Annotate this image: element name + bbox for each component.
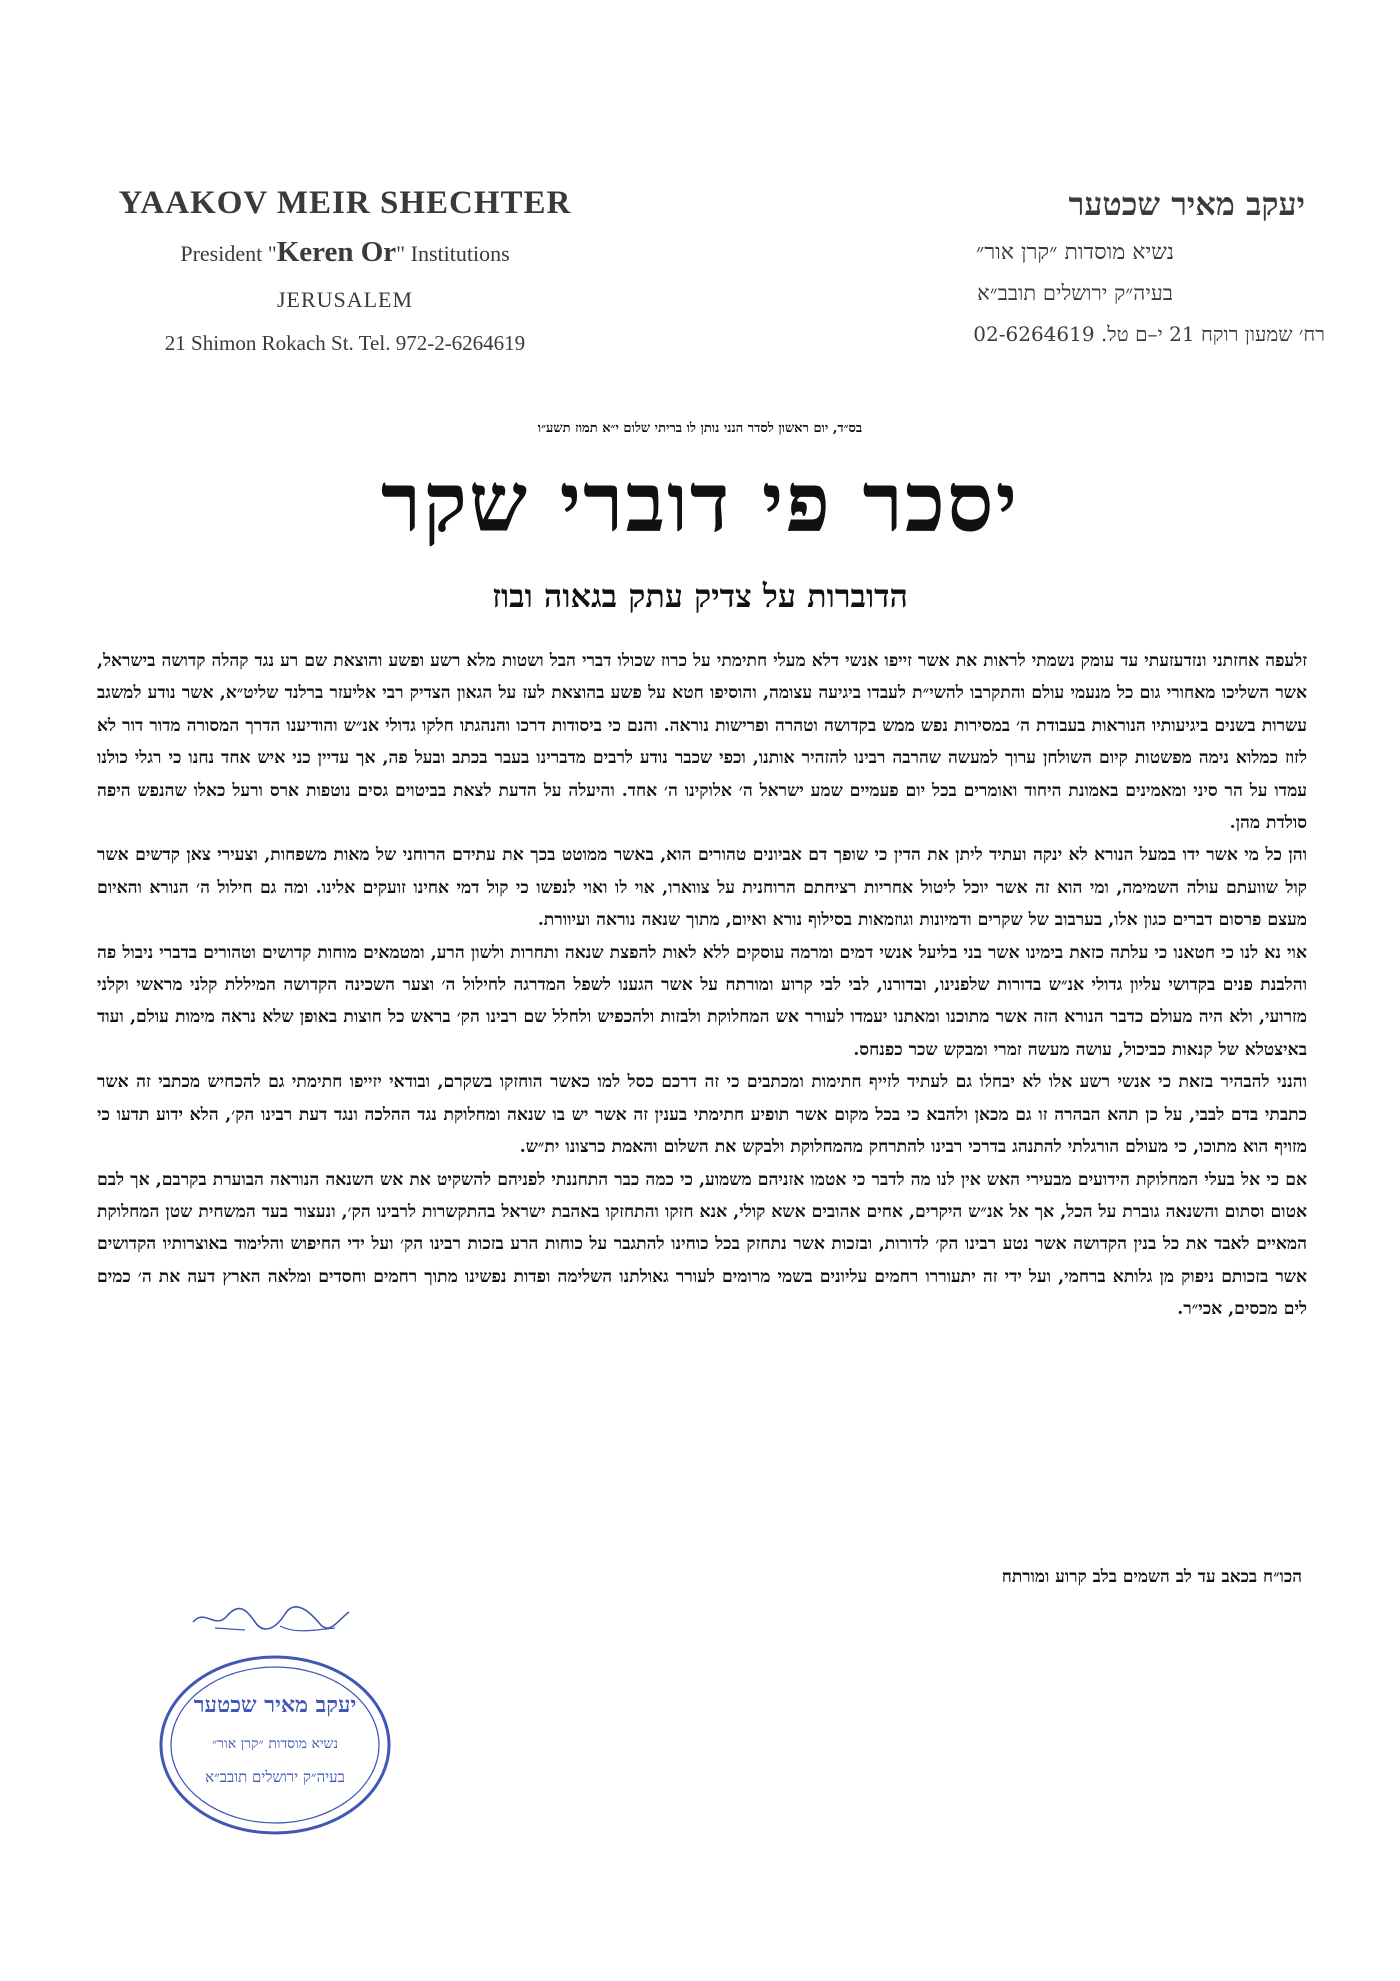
sender-address-english: 21 Shimon Rokach St. Tel. 972-2-6264619 — [164, 331, 526, 355]
sender-address-hebrew: רח׳ שמעון רוקח 21 י–ם טל. 02-6264619 — [973, 322, 1325, 346]
sender-city-english: JERUSALEM — [276, 287, 414, 312]
sender-city-hebrew: בעיה״ק ירושלים תובב״א — [977, 281, 1173, 305]
sender-name-english: YAAKOV MEIR SHECHTER — [118, 185, 572, 221]
date-line: בס״ד, יום ראשון לסדר הנני נותן לו בריתי שלום י״א תמוז תשע״ו — [537, 421, 863, 436]
svg-text:בעיה״ק ירושלים תובב״א: בעיה״ק ירושלים תובב״א — [205, 1768, 345, 1786]
svg-text:נשיא מוסדות ״קרן אור״: נשיא מוסדות ״קרן אור״ — [211, 1736, 339, 1752]
official-stamp — [155, 1650, 395, 1840]
letterhead — [0, 170, 1400, 370]
letter-body — [97, 645, 1307, 1326]
handwritten-signature — [185, 1600, 355, 1640]
body-paragraph: והן כל מי אשר ידו במעל הנורא לא ינקה ועתיד ליתן את הדין כי שופך דם אביונים טהורים הוא, באשר ממוטט בכך את עתידם הרוחני של מאות משפחות, וצעירי צאן קדשים אשר קול שוועתם עולה השמימה, ומי הוא זה אשר יוכל ליטול אחריות רציחתם הרוחנית על צווארו, אוי לו ואוי לנפשו כי קול דמי אחינו זועקים אלינו. ומה גם חילול ה׳ הנורא והאיום מעצם פרסום דברים כגון אלו, בערבוב של שקרים ודמיונות וגוזמאות בסילוף נורא ואיום, מתוך שנאה נוראה ועיוורת. — [97, 845, 1307, 931]
body-paragraph: אוי נא לנו כי חטאנו כי עלתה כזאת בימינו אשר בני בליעל אנשי דמים ומרמה עוסקים ללא לאות להפצת שנאה ותחרות ולשון הרע, ומטמאים מוחות קדושים וטהורים בדברי ניבול פה והלבנת פנים בקדושי עליון גדולי אנ״ש בדורות שלפנינו, ובדורנו, לבי לבי קרוע ומורתח על אשר הגענו לשפל המדרגה לחילול ה׳ וצער השכינה הקדושה המיללת קלני מראשי וקלני מזרועי, ולא היה מעולם כדבר הנורא הזה אשר מתוכנו ומאתנו יעמדו לעורר אש המחלוקת ולבזות ולהכפיש ולחלל שם רבינו הק׳ בראש כל חוצות באופן שלא נראה מימות עולם, ועוד באיצטלא של קנאות כביכול, עושה מעשה זמרי ומבקש שכר כפנחס. — [97, 942, 1307, 1060]
body-paragraph: זלעפה אחזתני ונזדעזעתי עד עומק נשמתי לראות את אשר זייפו אנשי דלא מעלי חתימתי על כרוז שכולו דברי הבל ושטות מלא רשע ופשע והוצאת שם רע נגד קהלה קדושה בישראל, אשר השליכו מאחורי גום כל מנעמי עולם והתקרבו להשי״ת לעבדו ביגיעה עצומה, והוסיפו חטא על פשע בהוצאת לעז על הגאון הצדיק רבי אליעזר ברלנד שליט״א, אשר נודע למשגב עשרות בשנים ביגיעותיו הנוראות בעבודת ה׳ במסירות נפש ממש בקדושה וטהרה ופרישות נוראה. והנם כי ביסודות דרכו והנהגתו חלקו גדולי אנ״ש והודיענו הדרך המסורה מדור דור לא לזוז כמלוא נימה מפשטות קיום השולחן ערוך למעשה שהרבה רבינו להזהיר אותנו, וכפי שכבר נודע לרבים מדברינו בעבר בכתב ובעל פה, אך עדיין כני איש אחד נחנו כי רגלי כולנו עמדו על הר סיני ומאמינים באמונת היחוד ואומרים בכל יום פעמיים שמע ישראל ה׳ אלוקינו ה׳ אחד. והיעלה על הדעת לצאת בביטוים גסים נוטפות ארס ורעל כאלו שהנפש היפה סולדת מהן. — [97, 651, 1307, 834]
svg-text:יעקב מאיר שכטער: יעקב מאיר שכטער — [193, 1692, 357, 1718]
letterhead-english — [105, 185, 585, 356]
page-subtitle: הדוברות על צדיק עתק בגאוה ובוז — [492, 577, 908, 615]
closing-line: הכו״ח בכאב עד לב השמים בלב קרוע ומורתח — [1001, 1567, 1302, 1587]
body-paragraph: אם כי אל בעלי המחלוקת הידועים מבעירי האש אין לנו מה לדבר כי אטמו אזניהם משמוע, כי כמה כבר התחננתי לפניהם להשקיט את אש השנאה הנוראה הבוערת בקרבם, אך לבם אטום וסתום והשנאה גוברת על הכל, אך אל אנ״ש היקרים, אחים אהובים אשא קולי, אנא חזקו והתחזקו באהבת ישראל בהתקשרות לרבינו הק׳, ונעצור בעד המשחית שטן המחלוקת המאיים לאבד את כל בנין הקדושה אשר נטע רבינו הק׳ לדורות, ובזכות אשר נתחזק בכל כוחינו להתגבר על כוחות הרע בזכות רבינו הק׳ ועל ידי החיפוש והלימוד באוצרותיו הקדושים אשר בזכותם ניפוק מן גלותא ברחמי, ועל ידי זה יתעוררו רחמים עליונים בשמי מרומים לעורר גאולתנו השלימה ופדות נפשינו מתוך רחמים וחסדים ומלאה הארץ דעה את ה׳ כמים לים מכסים, אכי״ר. — [97, 1169, 1307, 1320]
organization-name: Keren Or — [276, 236, 397, 268]
body-paragraph: והנני להבהיר בזאת כי אנשי רשע אלו לא יבחלו גם לעתיד לזייף חתימות ומכתבים כי זה דרכם כסל למו כאשר הוחזקו בשקרם, ובודאי יזייפו חתימתי גם להכחיש מכתבי זה אשר כתבתי בדם לבבי, על כן תהא הבהרה זו גם מכאן ולהבא כי בכל מקום אשר תופיע חתימתי בענין זה אשר יש בו שנאה ומחלוקת נגד ההלכה ונגד דעת רבינו הק׳, הלא ידוע תדעו כי מזויף הוא מתוכו, כי מעולם הורגלתי להתנהג בדרכי רבינו להתרחק מהמחלוקת ולבקש את השלום והאמת כרצונו ית״ש. — [97, 1072, 1307, 1158]
sender-role-hebrew: נשיא מוסדות ״קרן אור״ — [975, 240, 1175, 265]
sender-name-hebrew: יעקב מאיר שכטער — [1068, 185, 1305, 223]
page-title: יסכר פי דוברי שקר — [380, 455, 1020, 551]
letterhead-hebrew — [825, 185, 1325, 347]
sender-role-english: President "Keren Or" Institutions — [180, 236, 510, 268]
